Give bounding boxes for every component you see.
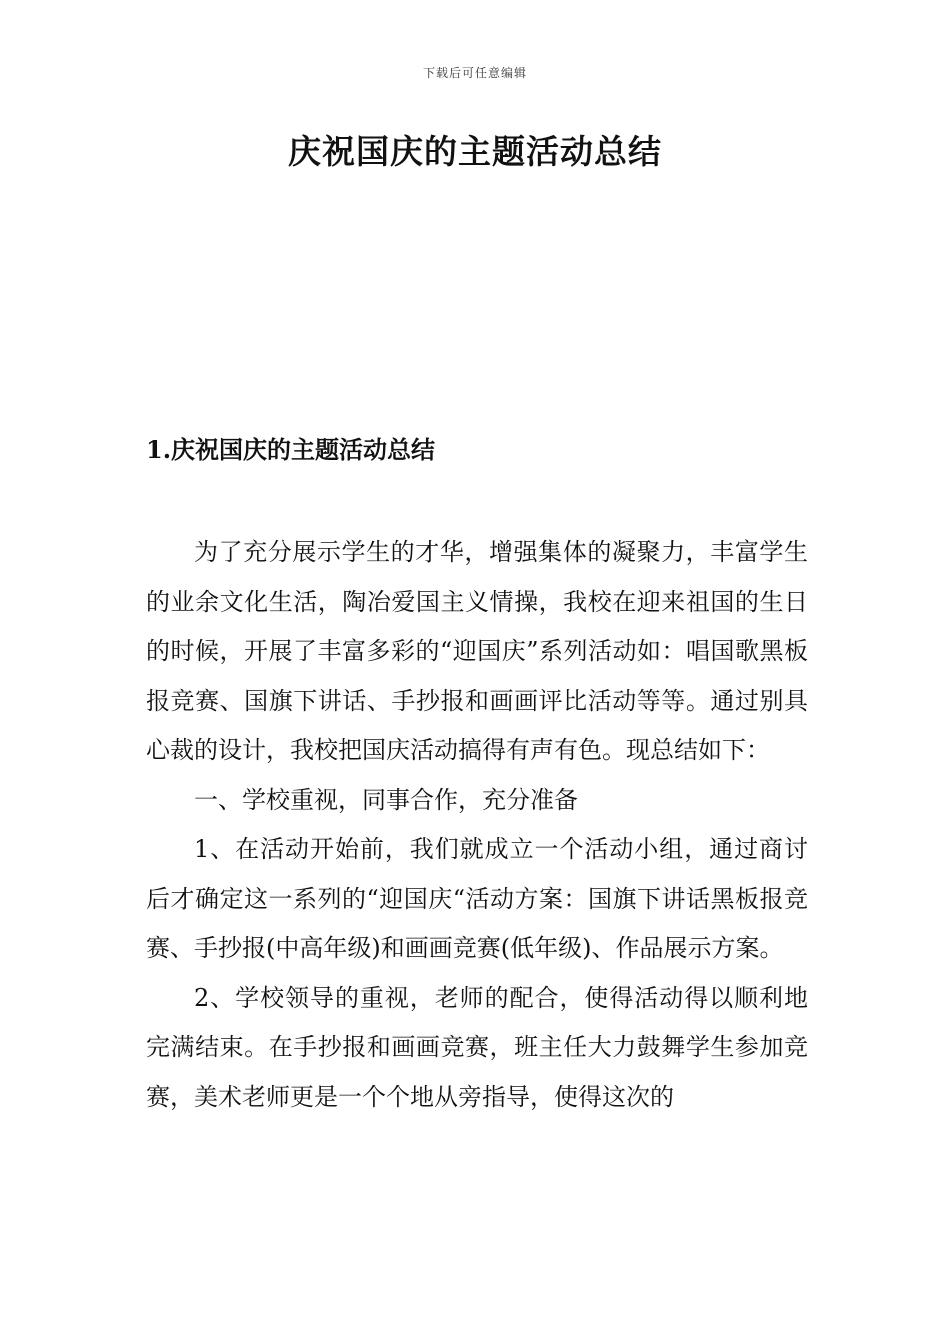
- document-title: 庆祝国庆的主题活动总结: [288, 132, 662, 171]
- body-text: [146, 528, 808, 1122]
- header-note: 下载后可任意编辑: [422, 66, 527, 80]
- paragraph-heading-one: 一、学校重视，同事合作，充分准备: [194, 785, 578, 814]
- paragraph-intro: 为了充分展示学生的才华，增强集体的凝聚力，丰富学生的业余文化生活，陶冶爱国主义情操，我校在迎来祖国的生日的时候，开展了丰富多彩的“迎国庆”系列活动如：唱国歌黑板报竞赛、国旗下讲话、手抄报和画画评比活动等等。通过别具心裁的设计，我校把国庆活动搞得有声有色。现总结如下：: [146, 538, 808, 764]
- paragraph-item-1: 1、在活动开始前，我们就成立一个活动小组，通过商讨后才确定这一系列的“迎国庆“活动方案：国旗下讲话黑板报竞赛、手抄报(中高年级)和画画竞赛(低年级)、作品展示方案。: [146, 835, 808, 962]
- section-heading: 1.庆祝国庆的主题活动总结: [146, 435, 436, 464]
- paragraph-item-2: 2、学校领导的重视，老师的配合，使得活动得以顺利地完满结束。在手抄报和画画竞赛，班主任大力鼓舞学生参加竞赛，美术老师更是一个个地从旁指导，使得这次的: [146, 983, 808, 1111]
